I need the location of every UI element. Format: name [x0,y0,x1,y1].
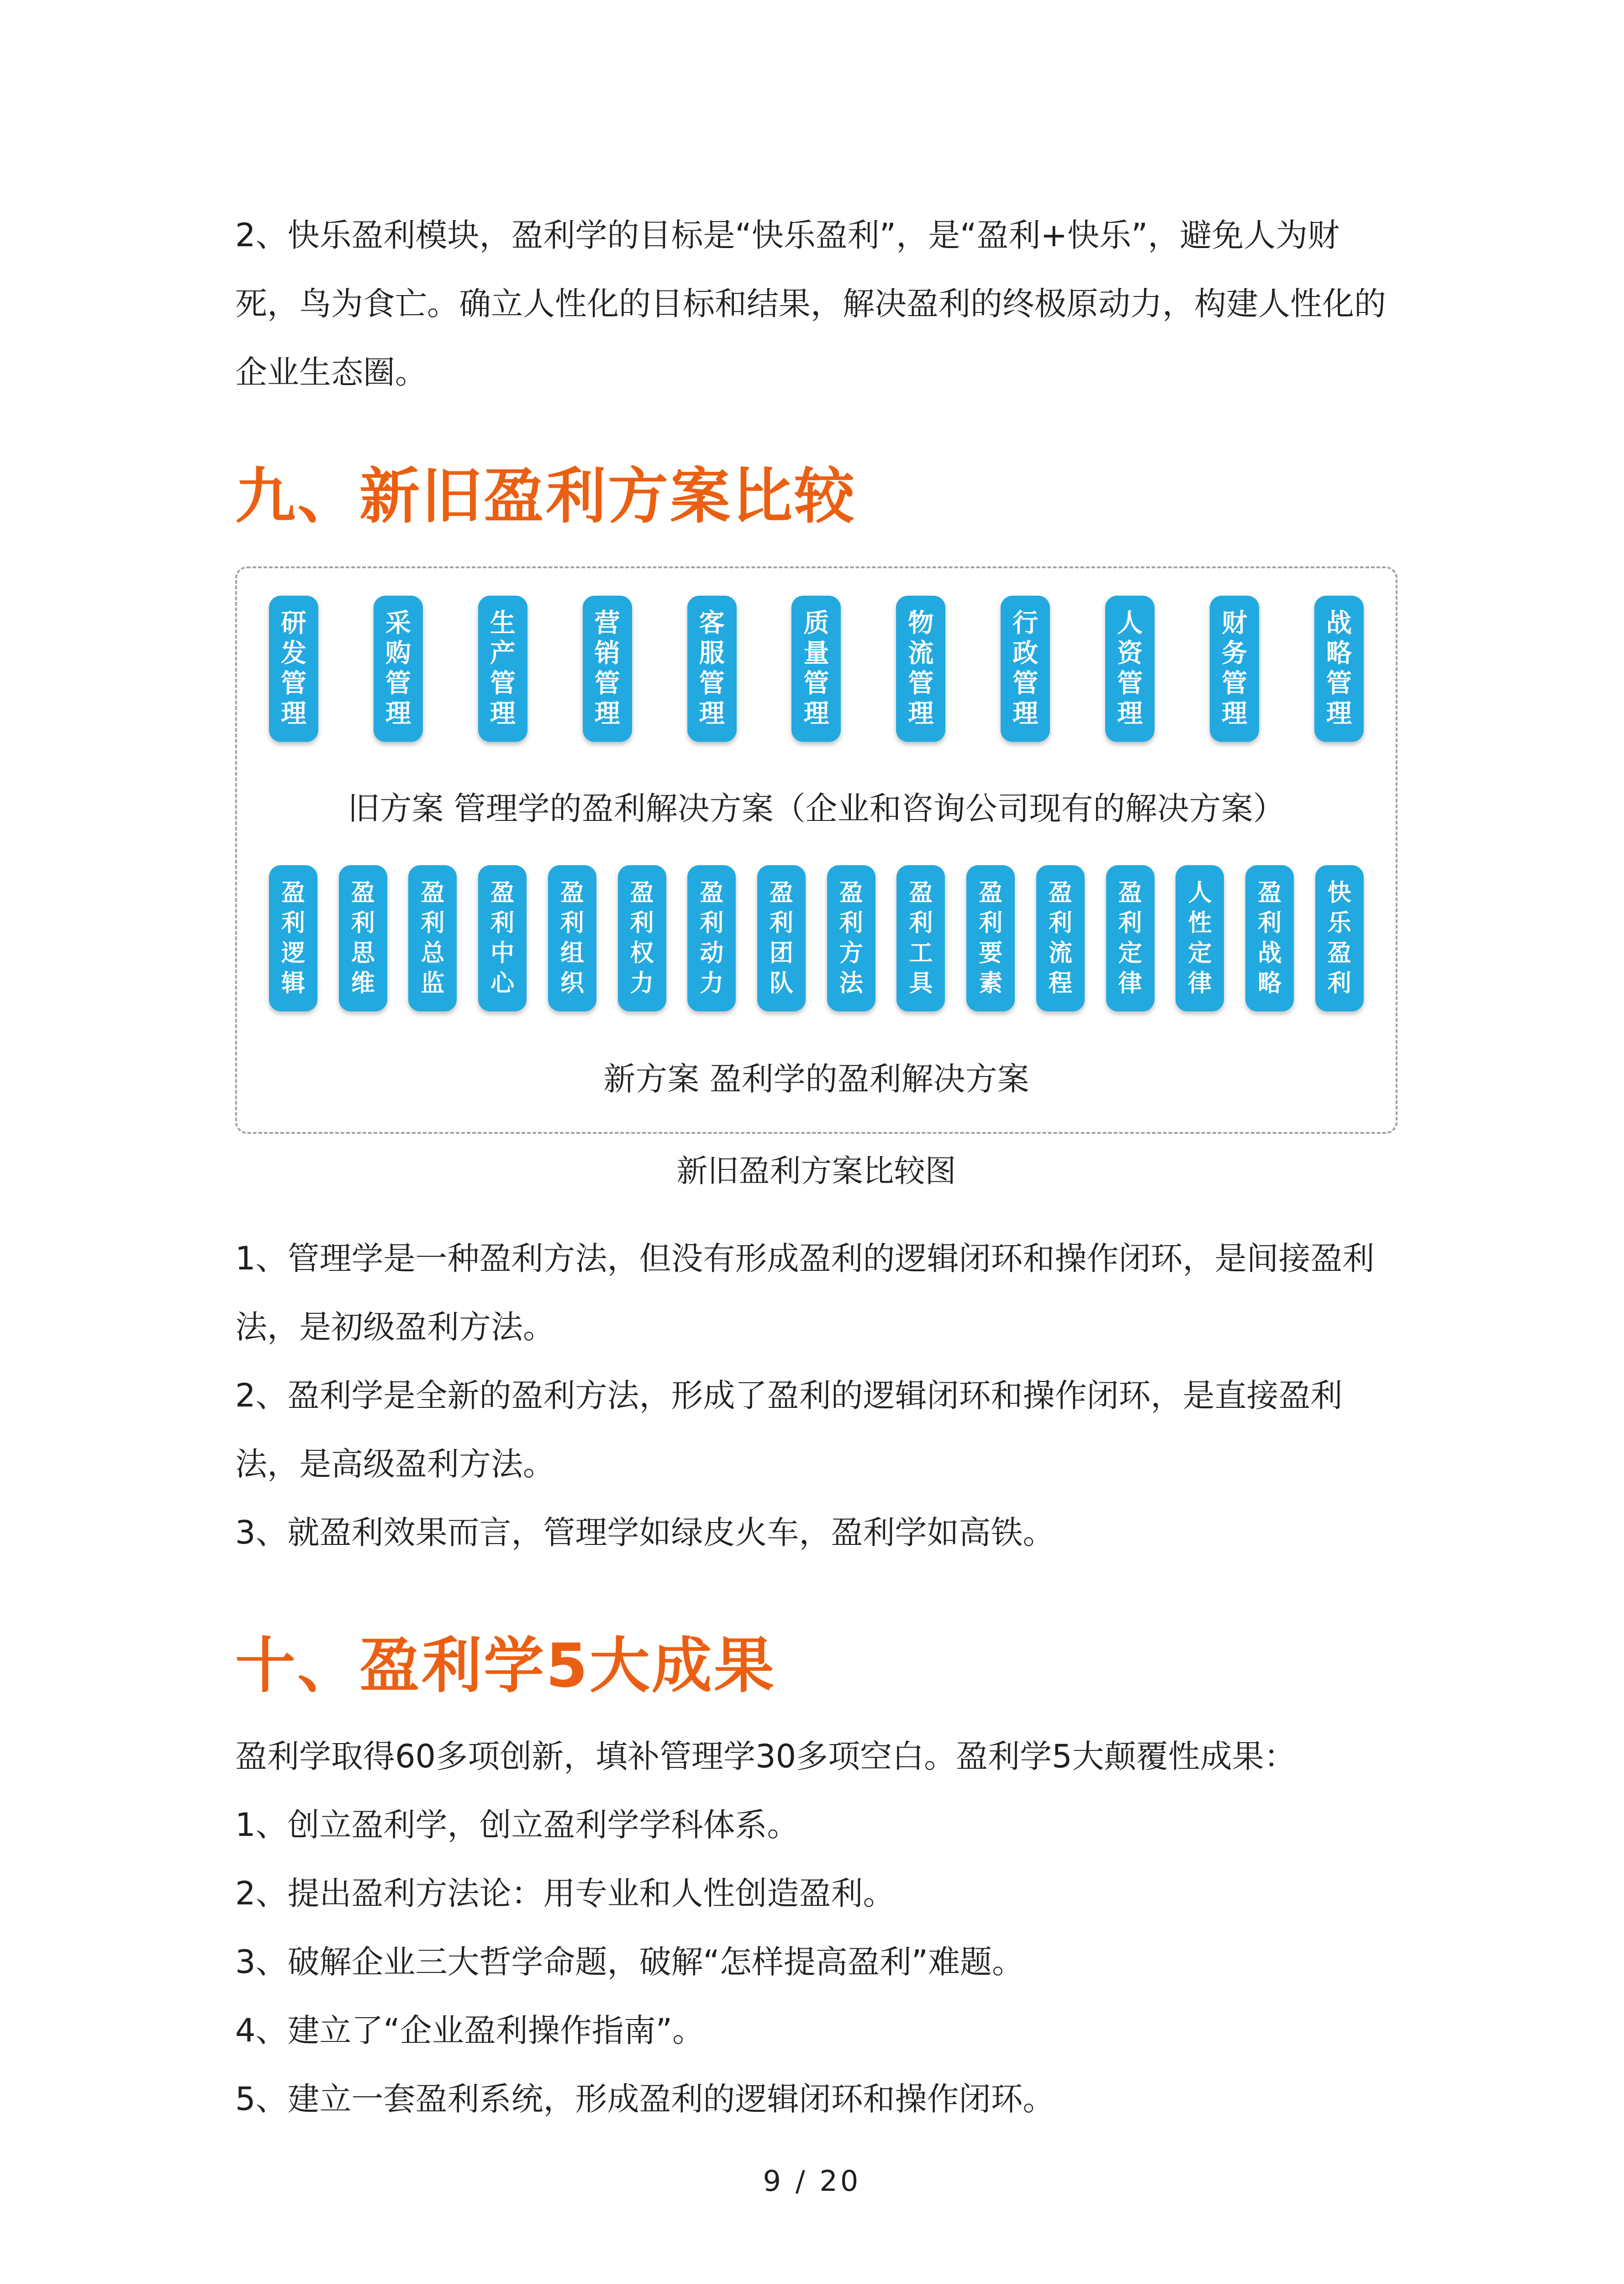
old-item-card: 物流管理 [896,596,945,742]
section-10-item: 1、创立盈利学，创立盈利学学科体系。 [235,1806,799,1844]
new-item-card: 盈利工具 [896,865,945,1011]
old-item-card: 人资管理 [1105,596,1155,742]
old-item-card: 研发管理 [269,596,318,742]
new-item-card: 盈利动力 [687,865,736,1011]
new-item-card: 盈利团队 [757,865,806,1011]
new-item-card: 盈利权力 [618,865,666,1011]
new-item-card: 盈利中心 [478,865,527,1011]
new-item-card: 盈利逻辑 [269,865,317,1011]
new-item-card: 盈利流程 [1036,865,1085,1011]
section-9-point: 3、就盈利效果而言，管理学如绿皮火车，盈利学如高铁。 [235,1514,1055,1551]
old-item-card: 财务管理 [1210,596,1259,742]
section-9-point: 2、盈利学是全新的盈利方法，形成了盈利的逻辑闭环和操作闭环，是直接盈利法，是高级盈利方法。 [235,1377,1343,1483]
section-9-point: 1、管理学是一种盈利方法，但没有形成盈利的逻辑闭环和操作闭环，是间接盈利法，是初级盈利方法。 [235,1240,1375,1346]
section-10-item: 3、破解企业三大哲学命题，破解“怎样提高盈利”难题。 [235,1943,1024,1981]
old-item-card: 质量管理 [791,596,841,742]
new-item-card: 盈利战略 [1245,865,1294,1011]
old-item-card: 营销管理 [583,596,632,742]
new-item-card: 盈利思维 [339,865,387,1011]
new-solution-caption: 新方案 盈利学的盈利解决方案 [603,1060,1029,1098]
old-item-card: 战略管理 [1314,596,1364,742]
new-solution-row [237,865,1396,1011]
section-10-intro: 盈利学取得60多项创新，填补管理学30多项空白。盈利学5大颠覆性成果： [235,1738,1296,1775]
section-10-heading: 十、盈利学5大成果 [235,1631,776,1701]
new-item-card: 盈利定律 [1106,865,1155,1011]
old-solution-caption: 旧方案 管理学的盈利解决方案（企业和咨询公司现有的解决方案） [348,790,1285,827]
section-10-item: 5、建立一套盈利系统，形成盈利的逻辑闭环和操作闭环。 [235,2080,1055,2118]
old-item-card: 采购管理 [374,596,423,742]
new-item-card: 快乐盈利 [1315,865,1364,1011]
old-item-card: 生产管理 [478,596,527,742]
new-item-card: 盈利组织 [548,865,596,1011]
old-item-card: 行政管理 [1001,596,1050,742]
new-item-card: 盈利总监 [408,865,457,1011]
new-item-card: 人性定律 [1176,865,1224,1011]
section-9-heading: 九、新旧盈利方案比较 [235,461,856,532]
old-item-card: 客服管理 [687,596,737,742]
intro-paragraph: 2、快乐盈利模块，盈利学的目标是“快乐盈利”，是“盈利+快乐”，避免人为财死，鸟为食亡。确立人性化的目标和结果，解决盈利的终极原动力，构建人性化的企业生态圈。 [235,217,1386,391]
comparison-diagram [235,566,1397,1134]
figure-caption: 新旧盈利方案比较图 [676,1153,956,1190]
section-10-item: 4、建立了“企业盈利操作指南”。 [235,2012,705,2049]
new-item-card: 盈利方法 [827,865,875,1011]
old-solution-row [237,596,1396,742]
page-number: 9 / 20 [763,2164,861,2198]
section-10-item: 2、提出盈利方法论：用专业和人性创造盈利。 [235,1875,895,1912]
new-item-card: 盈利要素 [966,865,1015,1011]
